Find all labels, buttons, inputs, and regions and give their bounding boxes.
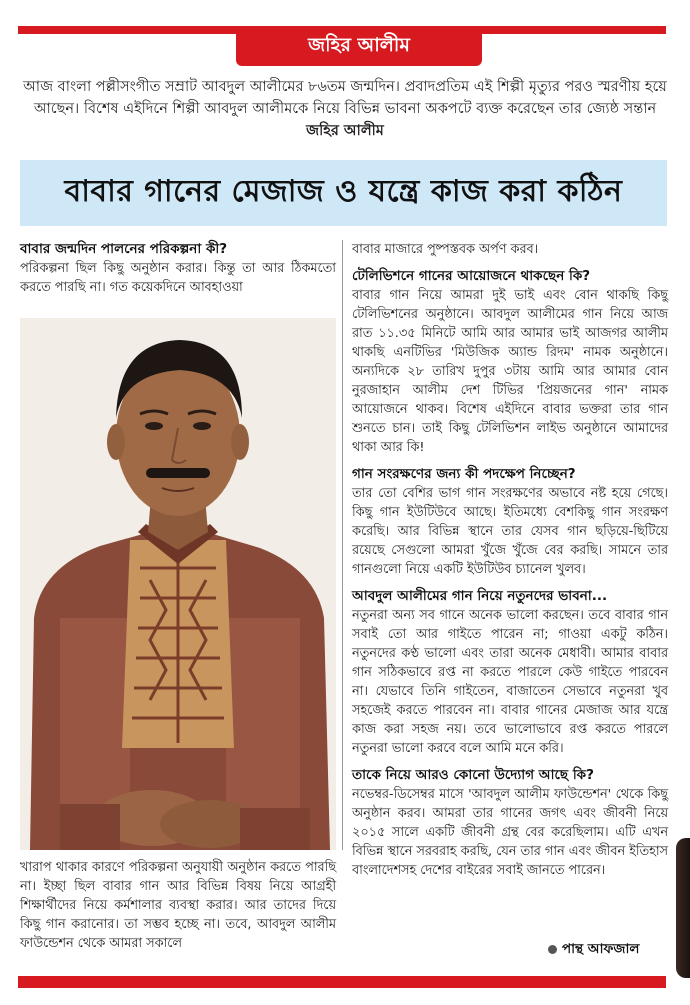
article-headline: বাবার গানের মেজাজ ও যন্ত্রে কাজ করা কঠিন (64, 174, 623, 209)
answer-5: নভেম্বর-ডিসেম্বর মাসে 'আবদুল আলীম ফাউন্ডেশন' থেকে কিছু অনুষ্ঠান করব। আমরা তার গানের জগৎ এবং জীবনী নিয়ে ২০১৫ সালে একটি জীবনী গ্রন্থ বের করেছিলাম। এটি এখন বিভিন্ন স্থানে সরবরাহ করছি, যেন তার গান এবং জীবন ইতিহাস বাংলাদেশসহ দেশের বাইরের সবাই জানতে পারেন। (352, 787, 668, 878)
portrait-photo (20, 318, 336, 850)
intro-text: আজ বাংলা পল্লীসংগীত সম্রাট আবদুল আলীমের ৮৬তম জন্মদিন। প্রবাদপ্রতিম এই শিল্পী মৃত্যুর পরও স্মরণীয় হয়ে আছেন। বিশেষ এইদিনে শিল্পী আবদুল আলীমকে নিয়ে বিভিন্ন ভাবনা অকপটে ব্যক্ত করেছেন তার জ্যেষ্ঠ সন্তান (23, 79, 667, 117)
reporter-name: পান্থ আফজাল (562, 941, 640, 957)
edge-photo-fragment (676, 838, 690, 978)
question-2: টেলিভিশনে গানের আয়োজনে থাকছেন কি? (352, 268, 591, 284)
answer-3: তার তো বেশির ভাগ গান সংরক্ষণের অভাবে নষ্ট হয়ে গেছে। কিছু গান ইউটিউবে আছে। ইতিমধ্যে বেশকিছু গান সংরক্ষণ করেছি। আর বিভিন্ন স্থানে তার যেসব গান ছড়িয়ে-ছিটিয়ে রয়েছে সেগুলো আমরা খুঁজে খুঁজে বের করছি। সামনে তার গানগুলো নিয়ে একটি ইউটিউব চ্যানেল খুলব। (352, 486, 668, 577)
question-1: বাবার জন্মদিন পালনের পরিকল্পনা কী? (20, 241, 228, 257)
right-column (352, 240, 668, 888)
headline-banner (20, 160, 667, 226)
answer-1-top: পরিকল্পনা ছিল কিছু অনুষ্ঠান করার। কিন্তু তা আর ঠিকমতো করতে পারছি না। গত কয়েকদিনে আবহাওয়া (20, 261, 336, 295)
bottom-red-rule (18, 976, 666, 988)
reporter-byline (548, 938, 639, 961)
question-4: আবদুল আলীমের গান নিয়ে নতুনদের ভাবনা... (352, 588, 608, 604)
answer-1-bottom: খারাপ থাকার কারণে পরিকল্পনা অনুযায়ী অনুষ্ঠান করতে পারছি না। ইচ্ছা ছিল বাবার গান আর বিভিন্ন বিষয় নিয়ে আগ্রহী শিক্ষার্থীদের নিয়ে কর্মশালার ব্যবস্থা করার। আর তাদের দিয়ে কিছু গান করানোর। তা সম্ভব হচ্ছে না। তবে, আবদুল আলীম ফাউন্ডেশন থেকে আমরা সকালে (20, 860, 336, 951)
question-5: তাকে নিয়ে আরও কোনো উদ্যোগ আছে কি? (352, 767, 594, 783)
column-divider (342, 240, 343, 850)
left-column-top (20, 240, 336, 305)
question-3: গান সংরক্ষণের জন্য কী পদক্ষেপ নিচ্ছেন? (352, 466, 576, 482)
answer-1-continued: বাবার মাজারে পুষ্পস্তবক অর্পণ করব। (352, 242, 539, 257)
bullet-dot-icon (548, 945, 557, 954)
left-column-bottom (20, 858, 336, 961)
intro-paragraph (20, 76, 670, 142)
portrait-illustration (20, 318, 336, 850)
answer-4: নতুনরা অন্য সব গানে অনেক ভালো করছেন। তবে বাবার গান সবাই তো আর গাইতে পারেন না; গাওয়া একটু কঠিন। নতুনদের কণ্ঠ ভালো এবং তারা অনেক মেধাবী। আমার বাবার গান সঠিকভাবে রপ্ত না করতে পারলে কেউ গাইতে পারবেন না। যেভাবে তিনি গাইতেন, বাজাতেন সেভাবে নতুনরা খুব সহজেই করতে পারবেন না। বাবার গানের মেজাজ আর যন্ত্রে কাজ করা সহজ নয়। তবে ভালোভাবে রপ্ত করতে পারলে নতুনরা ভালো করবে বলে আমি মনে করি। (352, 608, 668, 756)
answer-2: বাবার গান নিয়ে আমরা দুই ভাই এবং বোন থাকছি কিছু টেলিভিশনের অনুষ্ঠানে। আবদুল আলীমের গান নিয়ে আজ রাত ১১.৩৫ মিনিটে আমি আর আমার ভাই আজগর আলীম থাকছি এনটিভির 'মিউজিক অ্যান্ড রিদম' নামক অনুষ্ঠানে। অন্যদিকে ২৮ তারিখ দুপুর ৩টায় আমি আর আমার বোন নুরজাহান আলীম দেশ টিভির 'প্রিয়জনের গান' নামক আয়োজনে থাকব। বিশেষ এইদিনে বাবার ভক্তরা তার গান শুনতে চান। তাই কিছু টেলিভিশন লাইভ অনুষ্ঠানে আমাদের থাকা আর কি! (352, 288, 668, 455)
intro-name-bold: জহির আলীম (306, 123, 384, 139)
interviewee-name-tab: জহির আলীম (236, 26, 482, 66)
